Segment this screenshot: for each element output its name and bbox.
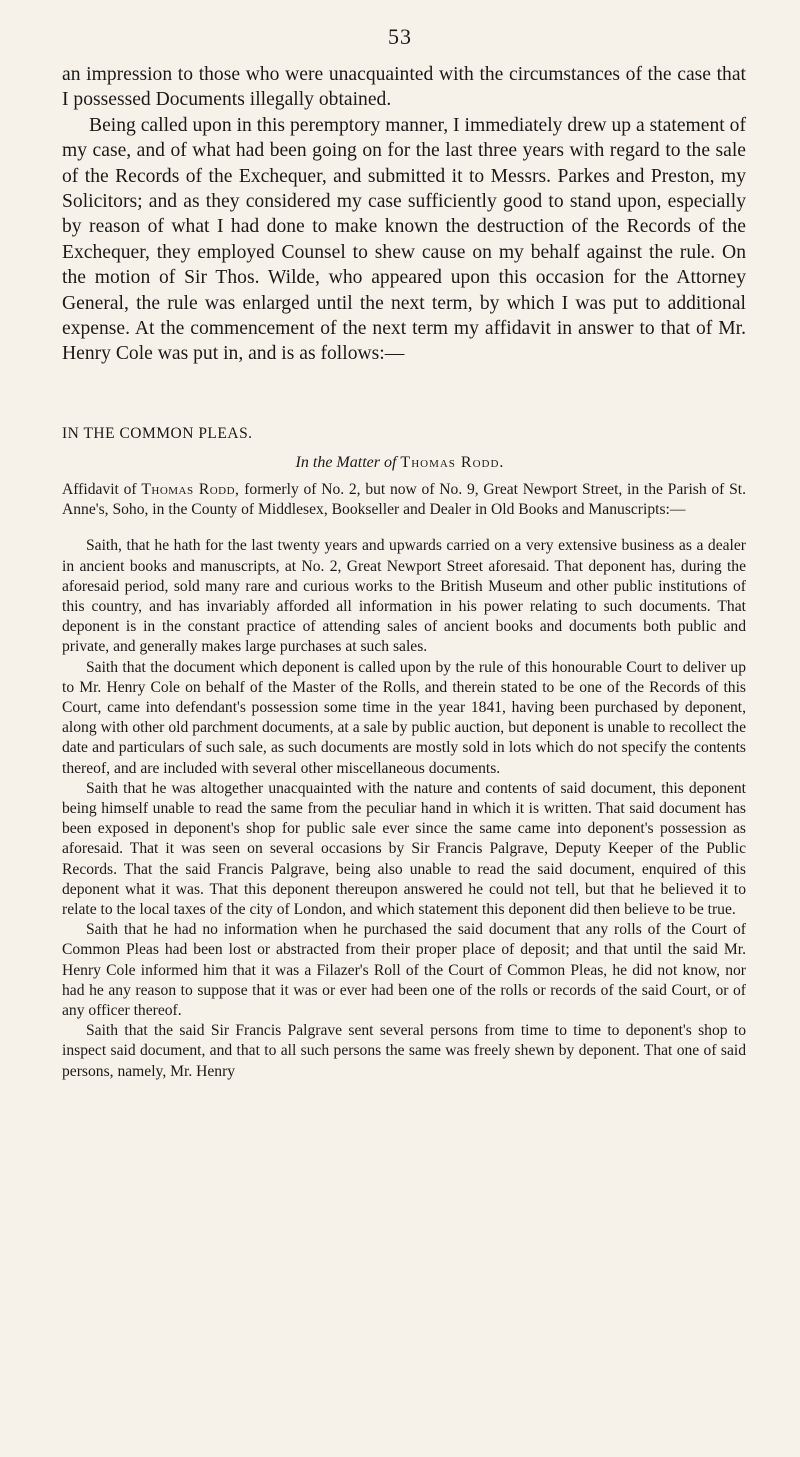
affidavit-paragraph: Saith that he was altogether unacquainted with the nature and contents of said document, this deponent being himself unable to read the same from the peculiar hand in which it is written. That said document has been exposed in deponent's shop for public sale ever since the same came into deponent's possession as aforesaid. That it was seen on several occasions by Sir Francis Palgrave, Deputy Keeper of the Public Records. That the said Francis Palgrave, being also unable to read the said document, enquired of this deponent what it was. That this deponent thereupon answered he could not tell, but that he believed it to relate to the local taxes of the city of London, and which statement this deponent did then believe to be true. [62, 779, 746, 919]
paragraph-continuation: an impression to those who were unacquainted with the circumstances of the case that I possessed Documents illegally obtained. [62, 64, 746, 111]
section-heading: IN THE COMMON PLEAS. [62, 425, 253, 442]
affidavit-intro-name: Thomas Rodd, [141, 481, 240, 498]
affidavit-paragraph: Saith that he had no information when he purchased the said document that any rolls of the Court of Common Pleas had been lost or abstracted from their proper place of deposit; and that until the said Mr. Henry Cole informed him that it was a Filazer's Roll of the Court of Common Pleas, he did not know, nor had he any reason to suppose that it was or ever had been one of the rolls or records of the said Court, or of any officer thereof. [62, 921, 746, 1020]
paragraph: Being called upon in this peremptory manner, I immediately drew up a statement of my case, and of what had been going on for the last three years with regard to the sale of the Records of the Exchequer, and submitted it to Messrs. Parkes and Preston, my Solicitors; and as they considered my case sufficiently good to stand upon, especially by reason of what I had done to make known the destruction of the Records of the Exchequer, they employed Counsel to shew cause on my behalf against the rule. On the motion of Sir Thos. Wilde, who appeared upon this occasion for the Attorney General, the rule was enlarged until the next term, by which I was put to additional expense. At the commencement of the next term my affidavit in answer to that of Mr. Henry Cole was put in, and is as follows:— [62, 114, 746, 365]
affidavit-paragraph: Saith that the document which deponent is called upon by the rule of this honourable Court to deliver up to Mr. Henry Cole on behalf of the Master of the Rolls, and therein stated to be one of the Records of this Court, came into defendant's possession some time in the year 1841, having been purchased by deponent, along with other old parchment documents, at a sale by public auction, but deponent is unable to recollect the date and particulars of such sale, as such documents are mostly sold in lots which do not specify the contents thereof, and are included with several other miscellaneous documents. [62, 658, 746, 777]
affidavit [62, 480, 746, 1082]
matter-prefix: In the Matter of [295, 454, 397, 471]
page-number: 53 [388, 24, 412, 49]
affidavit-paragraph: Saith, that he hath for the last twenty years and upwards carried on a very extensive business as a dealer in ancient books and manuscripts, at No. 2, Great Newport Street aforesaid. That deponent has, during the aforesaid period, sold many rare and curious works to the British Museum and other public institutions of this country, and has invariably afforded all information in his power relating to such documents. That deponent is in the constant practice of attending sales of ancient books and documents both public and private, and generally makes large purchases at such sales. [62, 537, 746, 656]
matter-name: Thomas Rodd. [400, 454, 505, 471]
affidavit-intro-prefix: Affidavit of [62, 481, 137, 498]
matter-line [0, 454, 800, 472]
affidavit-intro-rest: formerly of No. 2, but now of No. 9, Great Newport Street, in the Parish of St. Anne's, Soho, in the County of Middlesex, Bookseller and Dealer in Old Books and Manuscripts:— [62, 481, 746, 519]
affidavit-paragraph: Saith that the said Sir Francis Palgrave sent several persons from time to time to deponent's shop to inspect said document, and that to all such persons the same was freely shewn by deponent. That one of said persons, namely, Mr. Henry [62, 1022, 746, 1080]
affidavit-intro [62, 480, 746, 520]
body-text [62, 62, 746, 367]
